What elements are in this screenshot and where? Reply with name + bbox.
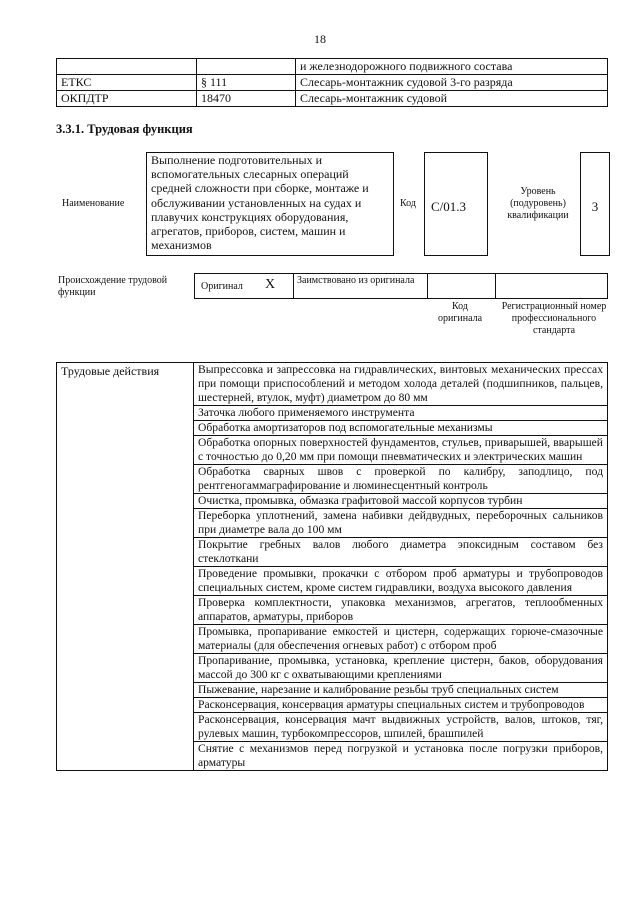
table-cell: 18470 <box>197 91 296 107</box>
original-cell <box>195 274 294 298</box>
original-code-caption: Код оригинала <box>437 301 483 324</box>
table-cell: ОКПДТР <box>57 91 197 107</box>
function-name-box: Выполнение подготовительных и вспомогательных слесарных операций средней сложности при сборке, монтаже и обслуживании установленных на судах и плавучих конструкциях оборудования, агрегатов, приборов, систем, машин и механизмов <box>146 152 394 256</box>
function-code-box: C/01.3 <box>424 152 488 256</box>
table-row <box>57 75 608 91</box>
original-code-cell <box>427 274 496 298</box>
labour-action-item: Очистка, промывка, обмазка графитовой массой корпусов турбин <box>194 494 608 509</box>
table-cell: ЕТКС <box>57 75 197 91</box>
table-cell: Слесарь-монтажник судовой 3-го разряда <box>296 75 608 91</box>
labour-action-item: Обработка амортизаторов под вспомогательные механизмы <box>194 421 608 436</box>
original-mark: X <box>265 277 276 292</box>
qualification-level-box: 3 <box>580 152 610 256</box>
labour-action-item: Обработка опорных поверхностей фундаментов, стульев, приварышей, вварышей с точностью до 0,20 мм при помощи пневматических и электрических машин <box>194 436 608 465</box>
table-cell <box>57 59 197 75</box>
labour-action-item: Расконсервация, консервация мачт выдвижных устройств, валов, штоков, тяг, рулевых машин, турбокомпрессоров, шпилей, брашпилей <box>194 713 608 742</box>
table-row <box>57 363 608 406</box>
origin-box <box>194 273 608 299</box>
table-cell <box>197 59 296 75</box>
labour-action-item: Проведение промывки, прокачки с отбором проб арматуры и трубопроводов специальных систем, кроме систем гидравлики, воздуха высокого давления <box>194 567 608 596</box>
labour-action-item: Переборка уплотнений, замена набивки дейдвудных, переборочных сальников при диаметре вала до 100 мм <box>194 509 608 538</box>
registration-number-caption: Регистрационный номер профессионального стандарта <box>501 301 607 336</box>
code-label: Код <box>400 198 416 209</box>
labour-actions-table <box>56 362 608 771</box>
labour-action-item: Промывка, пропаривание емкостей и цистерн, содержащих горюче-смазочные материалы (для обеспечения огневых работ) с отбором проб <box>194 625 608 654</box>
labour-action-item: Пропаривание, промывка, установка, крепление цистерн, баков, оборудования массой до 300 кг с охватывающими креплениями <box>194 654 608 683</box>
name-label: Наименование <box>62 198 125 209</box>
table-cell: § 111 <box>197 75 296 91</box>
table-cell: и железнодорожного подвижного состава <box>296 59 608 75</box>
table-row <box>57 59 608 75</box>
page-number: 18 <box>314 32 326 46</box>
labour-actions-header: Трудовые действия <box>57 363 194 771</box>
labour-action-item: Снятие с механизмов перед погрузкой и установка после погрузки приборов, арматуры <box>194 742 608 771</box>
origin-label: Происхождение трудовой функции <box>58 275 168 298</box>
reference-table <box>56 58 608 107</box>
section-title: 3.3.1. Трудовая функция <box>56 122 193 136</box>
labour-action-item: Пыжевание, нарезание и калибрование резьбы труб специальных систем <box>194 683 608 698</box>
borrowed-label: Заимствовано из оригинала <box>297 275 415 286</box>
borrowed-cell <box>293 274 428 298</box>
labour-action-item: Проверка комплектности, упаковка механизмов, агрегатов, теплообменных аппаратов, арматуры, приборов <box>194 596 608 625</box>
table-cell: Слесарь-монтажник судовой <box>296 91 608 107</box>
level-label: Уровень (подуровень) квалификации <box>507 186 569 221</box>
labour-action-item: Обработка сварных швов с проверкой по калибру, заподлицо, под рентгеногаммаграфирование и люминесцентный контроль <box>194 465 608 494</box>
registration-number-cell <box>495 274 607 298</box>
labour-action-item: Расконсервация, консервация арматуры специальных систем и трубопроводов <box>194 698 608 713</box>
table-row <box>57 91 608 107</box>
original-label: Оригинал <box>201 281 243 292</box>
labour-action-item: Покрытие гребных валов любого диаметра эпоксидным составом без стеклоткани <box>194 538 608 567</box>
labour-action-item: Выпрессовка и запрессовка на гидравлических, винтовых механических прессах при помощи приспособлений и методом холода деталей (подшипников, пальцев, шестерней, втулок, муфт) диаметром до 80 мм <box>194 363 608 406</box>
labour-action-item: Заточка любого применяемого инструмента <box>194 406 608 421</box>
